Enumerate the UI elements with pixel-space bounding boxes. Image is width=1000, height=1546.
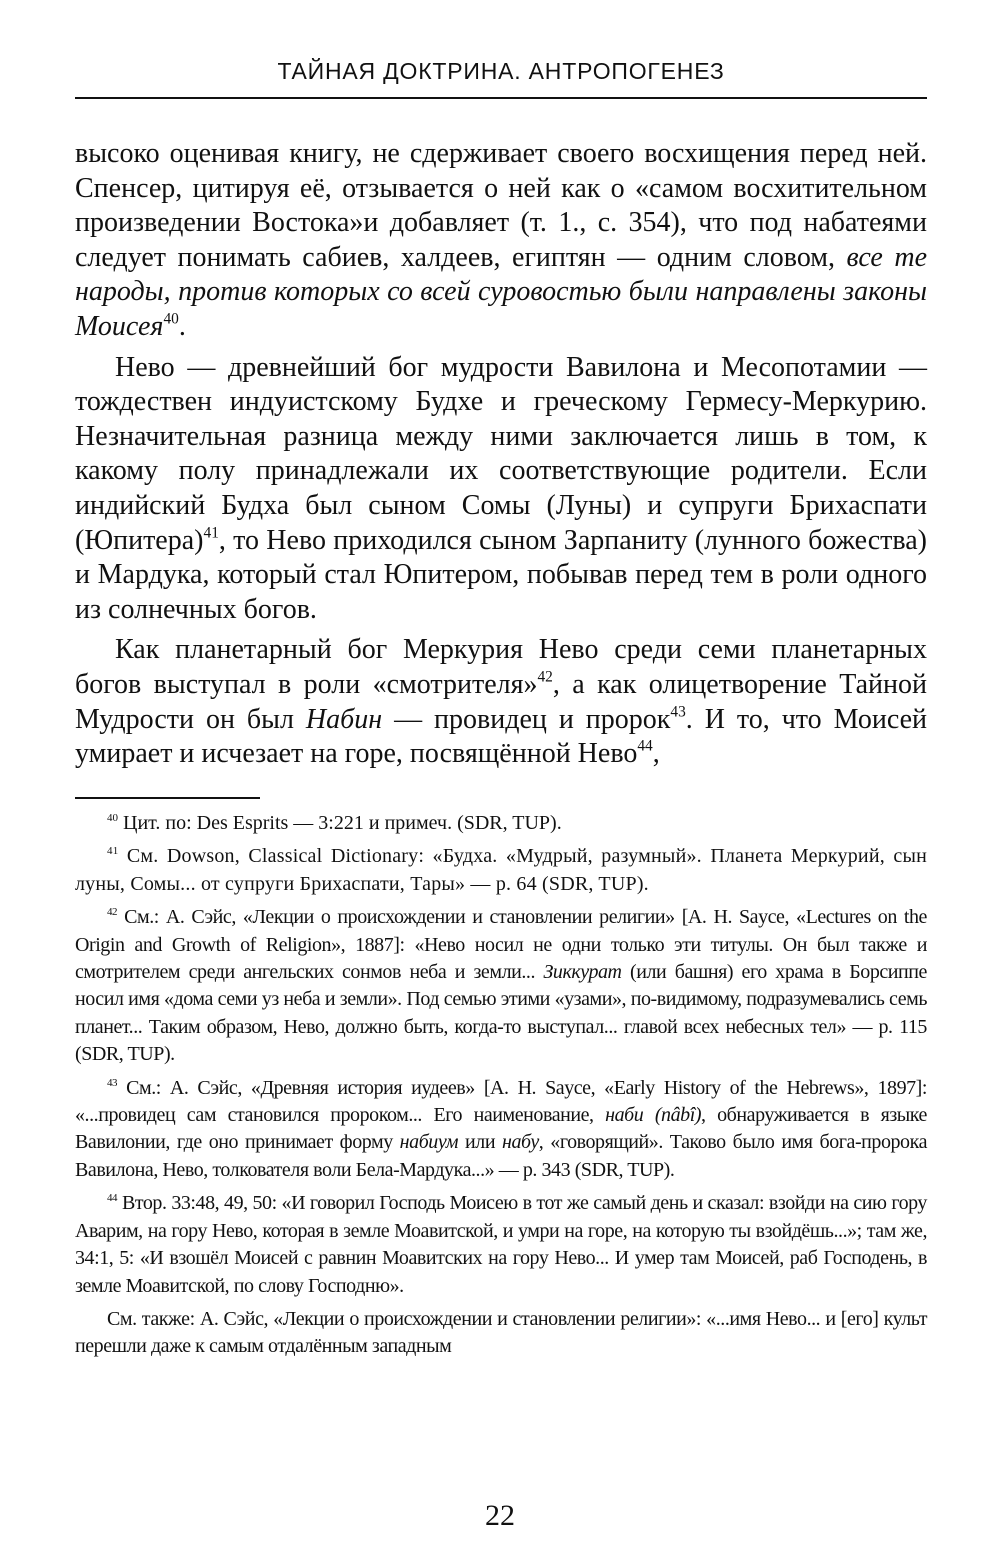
paragraph-1 [75, 137, 927, 345]
footnote-ref-42[interactable]: 42 [537, 668, 553, 686]
footnote-ref-44[interactable]: 44 [637, 737, 653, 755]
footnote-41 [75, 843, 927, 898]
footnote-text-a: См.: А. Сэйс, «Древняя история иудеев» [A. H. Sayce, «Early History of the Hebrews», 1897]: «...провидец сам становился пророком... Его наименование, [75, 1076, 927, 1127]
footnote-text: См. Dowson, Classical Dictionary: «Будха. «Мудрый, разумный». Планета Меркурий, сын луны, Сомы... от супруги Брихаспати, Тары» — p. 64 (SDR, TUP). [75, 845, 927, 895]
p1-italic-text: все те народы, против которых со всей суровостью были направлены законы Моисея [75, 241, 928, 342]
p2-text-b: , то Нево приходился сыном Зарпаниту (лунного божества) и Мардука, который стал Юпитером, побывав перед тем в роли одного из солнечных богов. [75, 524, 927, 625]
footnote-42 [75, 904, 927, 1068]
footnote-44 [75, 1190, 927, 1300]
p3-italic-nabin: Набин [305, 703, 383, 735]
footnote-mark: 42 [107, 905, 118, 918]
running-title: ТАЙНАЯ ДОКТРИНА. АНТРОПОГЕНЕЗ [277, 58, 725, 84]
p3-text-e: , [652, 738, 660, 770]
footnote-43 [75, 1075, 927, 1185]
footnote-text: См. также: А. Сэйс, «Лекции о происхождении и становлении религии»: «...имя Нево... и [его] культ перешли даже к самым отдалённым западным [75, 1307, 927, 1358]
footnote-ref-43[interactable]: 43 [670, 702, 686, 720]
footnote-italic-zikkurat: Зиккурат [543, 961, 622, 984]
footnote-text-a: См.: А. Сэйс, «Лекции о происхождении и становлении религии» [A. H. Sayce, «Lectures on the Origin and Growth of Religion», 1887]: «Нево носил не одни только эти титулы. Он был также и смотрителем среди ангельских сонмов неба и земли... [75, 906, 927, 984]
footnote-text: Втор. 33:48, 49, 50: «И говорил Господь Моисею в тот же самый день и сказал: взойди на сию гору Аварим, на гору Нево, которая в земле Моавитской, и умри на горе, на которую ты взойдёшь...»; там же, 34:1, 5: «И взошёл Моисей с равнин Моавитских на гору Нево... И умер там Моисей, раб Господень, в земле Моавитской, по слову Господню». [75, 1192, 927, 1297]
p2-text-a: Нево — древнейший бог мудрости Вавилона и Месопотамии — тождествен индуистскому Будхе и греческому Гермесу-Меркурию. Незначительная разница между ними заключается лишь в том, к какому полу принадлежали их соответствующие родители. Если индийский Будха был сыном Сомы (Луны) и супруги Брихаспати (Юпитера) [75, 351, 927, 556]
header-rule [75, 97, 927, 99]
footnote-text-d: , «говорящий». Таково было имя бога-пророка Вавилона, Нево, толкователя воли Бела-Мардука...» — p. 343 (SDR, TUP). [75, 1131, 927, 1181]
footnote-mark: 41 [107, 845, 119, 858]
footnote-italic-nabu: набу [502, 1131, 539, 1154]
paragraph-3 [75, 633, 927, 771]
footnote-ref-41[interactable]: 41 [203, 523, 219, 541]
paragraph-2 [75, 351, 927, 628]
p1-text: высоко оценивая книгу, не сдерживает своего восхищения перед ней. Спенсер, цитируя её, отзывается о ней как о «самом восхитительном произведении Востока»и добавляет (т. 1., с. 354), что под набатеями следует понимать сабиев, халдеев, египтян — одним словом, [75, 138, 927, 273]
footnote-40 [75, 810, 927, 837]
p3-text-c: — провидец и пророк [382, 703, 671, 735]
footnote-italic-nabium: набиум [399, 1131, 459, 1154]
footnote-mark: 40 [107, 811, 118, 824]
p1-text-end: . [178, 310, 186, 342]
footnote-text-b: , обнаруживается в языке Вавилонии, где оно принимает форму [75, 1104, 927, 1154]
p3-text-a: Как планетарный бог Меркурия Нево среди семи планетарных богов выступал в роли «смотрителя» [75, 634, 927, 700]
p3-text-d: . И то, что Моисей умирает и исчезает на горе, посвящённой Нево [75, 703, 927, 770]
footnote-text: Цит. по: Des Esprits — 3:221 и примеч. (SDR, TUP). [123, 812, 562, 834]
footnote-ref-40[interactable]: 40 [163, 310, 179, 328]
footnote-mark: 43 [107, 1076, 118, 1089]
footnote-rule [75, 797, 260, 799]
footnote-text-b: (или башня) его храма в Борсиппе носил имя «дома семи уз неба и земли». Под семью этими «узами», по-видимому, подразумевались семь планет... Таким образом, Нево, должно быть, когда-то выступал... главой всех небесных тел» — p. 115 (SDR, TUP). [75, 961, 927, 1066]
p3-text-b: , а как олицетворение Тайной Мудрости он был [75, 668, 927, 735]
main-text [75, 137, 927, 772]
footnote-mark: 44 [107, 1192, 118, 1205]
footnotes [75, 810, 927, 1367]
footnote-see-also [75, 1306, 927, 1361]
footnote-text-c: или [458, 1131, 502, 1154]
footnote-italic-nabi: наби (nâbî) [605, 1104, 702, 1127]
page-number: 22 [485, 1499, 515, 1532]
